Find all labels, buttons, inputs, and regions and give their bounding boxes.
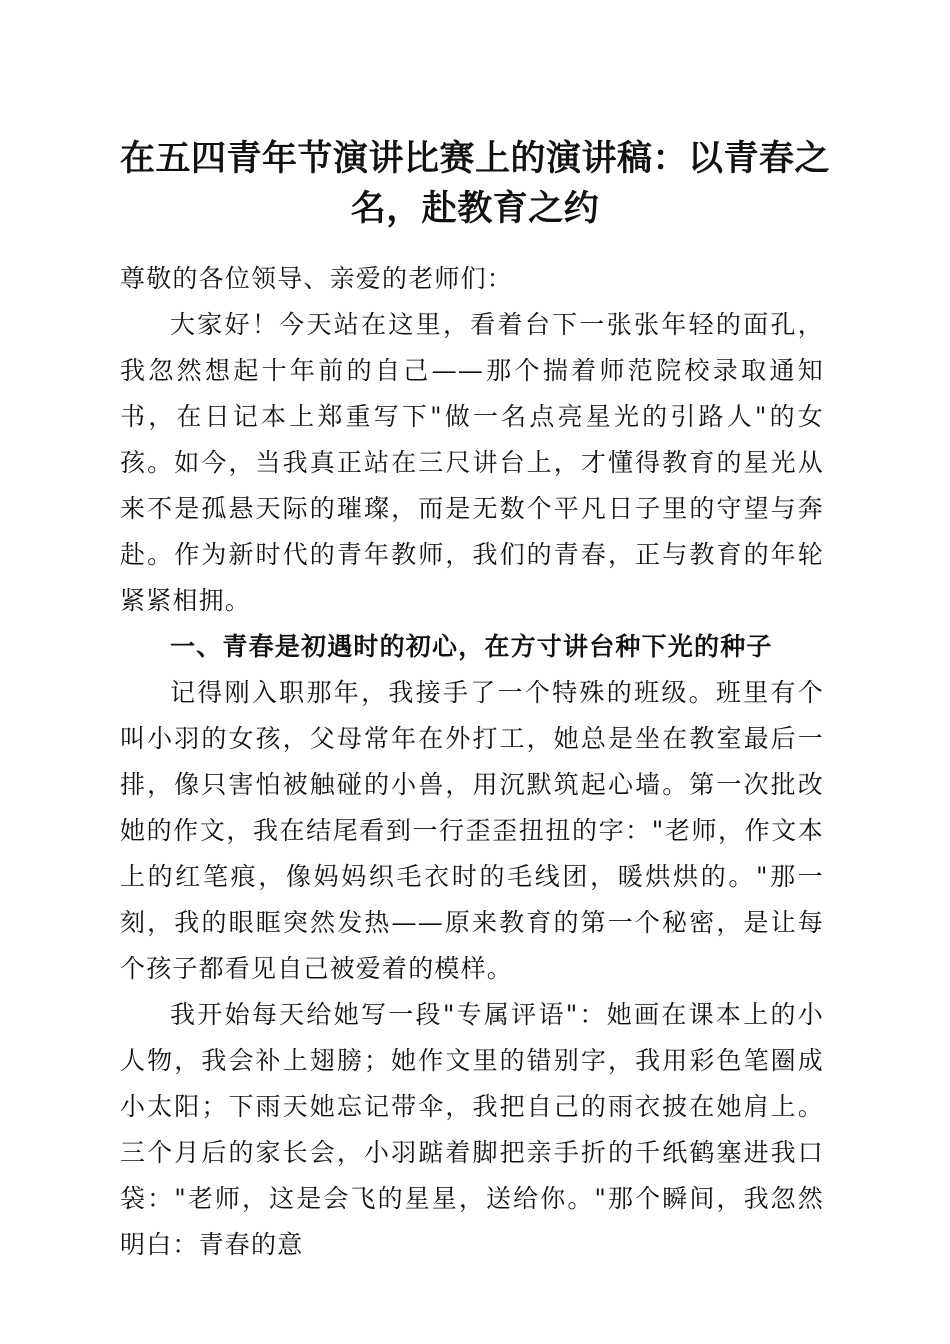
document-title: 在五四青年节演讲比赛上的演讲稿：以青春之名，赴教育之约 <box>119 138 830 229</box>
salutation: 尊敬的各位领导、亲爱的老师们： <box>120 264 514 293</box>
paragraph-story-2: 我开始每天给她写一段"专属评语"：她画在课本上的小人物，我会补上翅膀；她作文里的错别字，我用彩色笔圈成小太阳；下雨天她忘记带伞，我把自己的雨衣披在她肩上。三个月后的家长会，小羽踮着脚把亲手折的千纸鹤塞进我口袋："老师，这是会飞的星星，送给你。"那个瞬间，我忽然明白：青春的意 <box>120 1000 824 1259</box>
paragraph-opening: 大家好！今天站在这里，看着台下一张张年轻的面孔，我忽然想起十年前的自己——那个揣着师范院校录取通知书，在日记本上郑重写下"做一名点亮星光的引路人"的女孩。如今，当我真正站在三尺讲台上，才懂得教育的星光从来不是孤悬天际的璀璨，而是无数个平凡日子里的守望与奔赴。作为新时代的青年教师，我们的青春，正与教育的年轮紧紧相拥。 <box>120 310 824 615</box>
section-heading-1: 一、青春是初遇时的初心，在方寸讲台种下光的种子 <box>170 632 773 661</box>
paragraph-story-1: 记得刚入职那年，我接手了一个特殊的班级。班里有个叫小羽的女孩，父母常年在外打工，她总是坐在教室最后一排，像只害怕被触碰的小兽，用沉默筑起心墙。第一次批改她的作文，我在结尾看到一行歪歪扭扭的字："老师，作文本上的红笔痕，像妈妈织毛衣时的毛线团，暖烘烘的。"那一刻，我的眼眶突然发热——原来教育的第一个秘密，是让每个孩子都看见自己被爱着的模样。 <box>120 678 824 983</box>
document-body <box>120 256 824 1268</box>
